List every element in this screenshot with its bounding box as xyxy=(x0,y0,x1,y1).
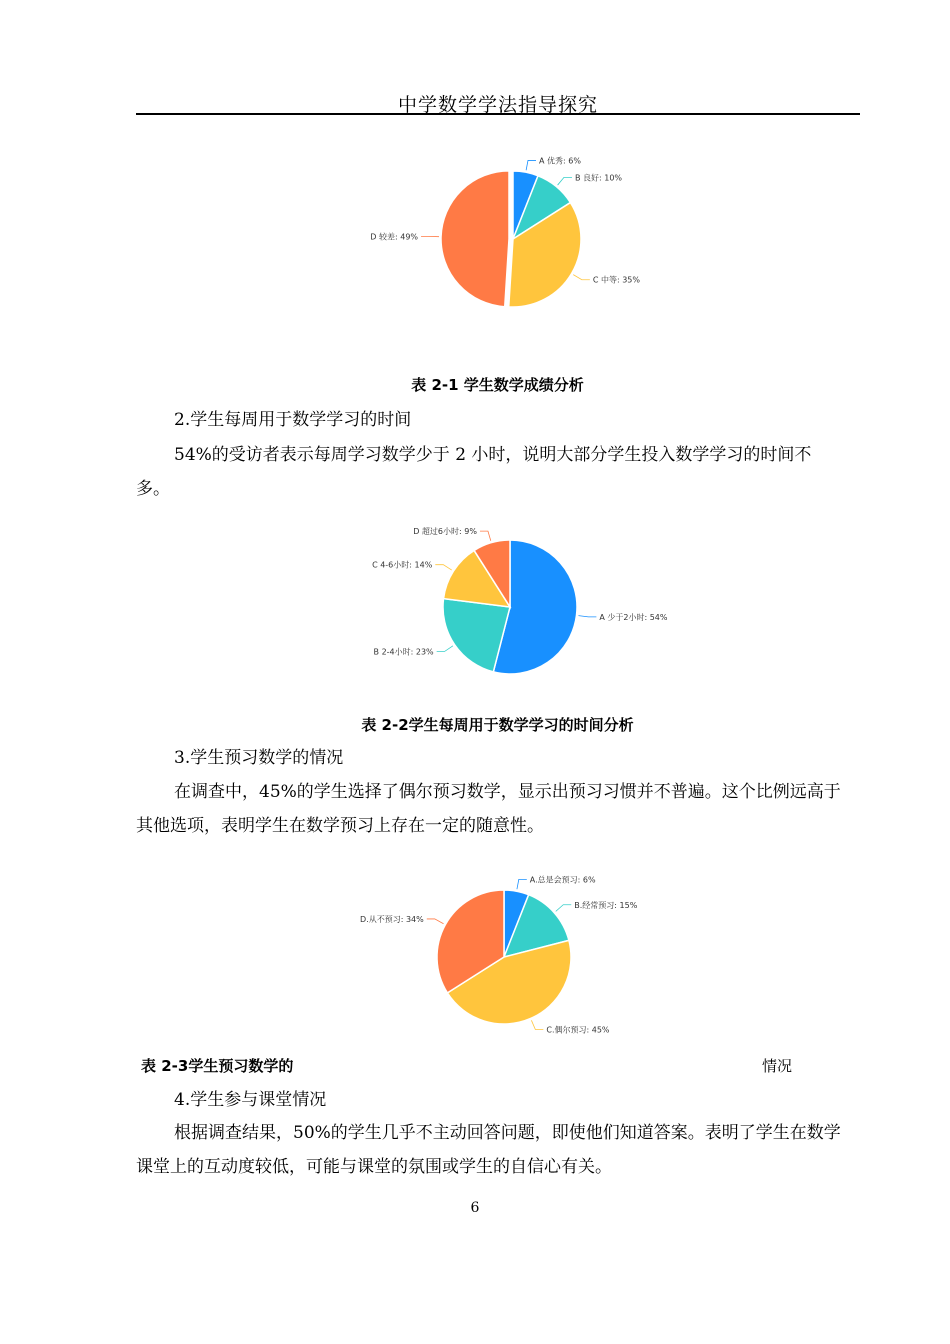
page-header-title: 中学数学学法指导探究 xyxy=(397,94,598,116)
section-2-body: 54%的受访者表示每周学习数学少于 2 小时，说明大部分学生投入数学学习的时间不多。 xyxy=(136,445,812,499)
pie-leader-line xyxy=(435,565,451,570)
chart-caption-3-left: 表 2-3学生预习数学的 xyxy=(141,1057,294,1075)
pie-label: B.经常预习: 15% xyxy=(574,900,638,910)
page-number: 6 xyxy=(470,1200,480,1216)
pie-leader-line xyxy=(573,275,590,280)
pie-label: B 2-4小时: 23% xyxy=(373,647,434,657)
pie-label: D 超过6小时: 9% xyxy=(413,527,477,537)
pie-chart-grades xyxy=(340,140,680,325)
pie-leader-line xyxy=(556,905,572,912)
pie-label: C.偶尔预习: 45% xyxy=(546,1025,610,1035)
pie-chart-study-time xyxy=(360,515,690,685)
pie-leader-line xyxy=(517,879,527,889)
chart-caption-2: 表 2-2学生每周用于数学学习的时间分析 xyxy=(361,716,634,734)
pie-leader-line xyxy=(480,531,491,541)
pie-leader-line xyxy=(578,616,596,617)
pie-label: C 4-6小时: 14% xyxy=(372,560,433,570)
header-divider xyxy=(136,113,860,115)
pie-label: C 中等: 35% xyxy=(592,275,641,285)
pie-leader-line xyxy=(526,160,536,170)
pie-slices xyxy=(437,890,571,1024)
chart-caption-1: 表 2-1 学生数学成绩分析 xyxy=(411,376,584,394)
chart-caption-3-right: 情况 xyxy=(762,1057,793,1075)
pie-leader-line xyxy=(437,646,453,652)
pie-leader-line xyxy=(531,1020,543,1029)
pie-label: A.总是会预习: 6% xyxy=(529,875,596,885)
pie-label: A 优秀: 6% xyxy=(538,156,581,166)
pie-slice xyxy=(441,171,509,307)
section-4-title: 4.学生参与课堂情况 xyxy=(174,1090,327,1110)
pie-leader-line xyxy=(427,919,444,924)
pie-slices xyxy=(441,171,581,307)
pie-chart-preview xyxy=(350,865,680,1045)
pie-label: D 较差: 49% xyxy=(370,232,419,242)
section-3-title: 3.学生预习数学的情况 xyxy=(174,748,344,768)
pie-label: B 良好: 10% xyxy=(574,173,623,183)
pie-label: A 少于2小时: 54% xyxy=(599,612,668,622)
pie-label: D.从不预习: 34% xyxy=(360,914,424,924)
pie-leader-line xyxy=(558,177,572,185)
section-4-body: 根据调查结果，50%的学生几乎不主动回答问题，即使他们知道答案。表明了学生在数学课堂上的互动度较低，可能与课堂的氛围或学生的自信心有关。 xyxy=(136,1123,841,1177)
section-2-title: 2.学生每周用于数学学习的时间 xyxy=(174,410,412,430)
section-3-body: 在调查中，45%的学生选择了偶尔预习数学，显示出预习习惯并不普遍。这个比例远高于其他选项，表明学生在数学预习上存在一定的随意性。 xyxy=(136,782,841,836)
pie-slices xyxy=(443,540,577,674)
